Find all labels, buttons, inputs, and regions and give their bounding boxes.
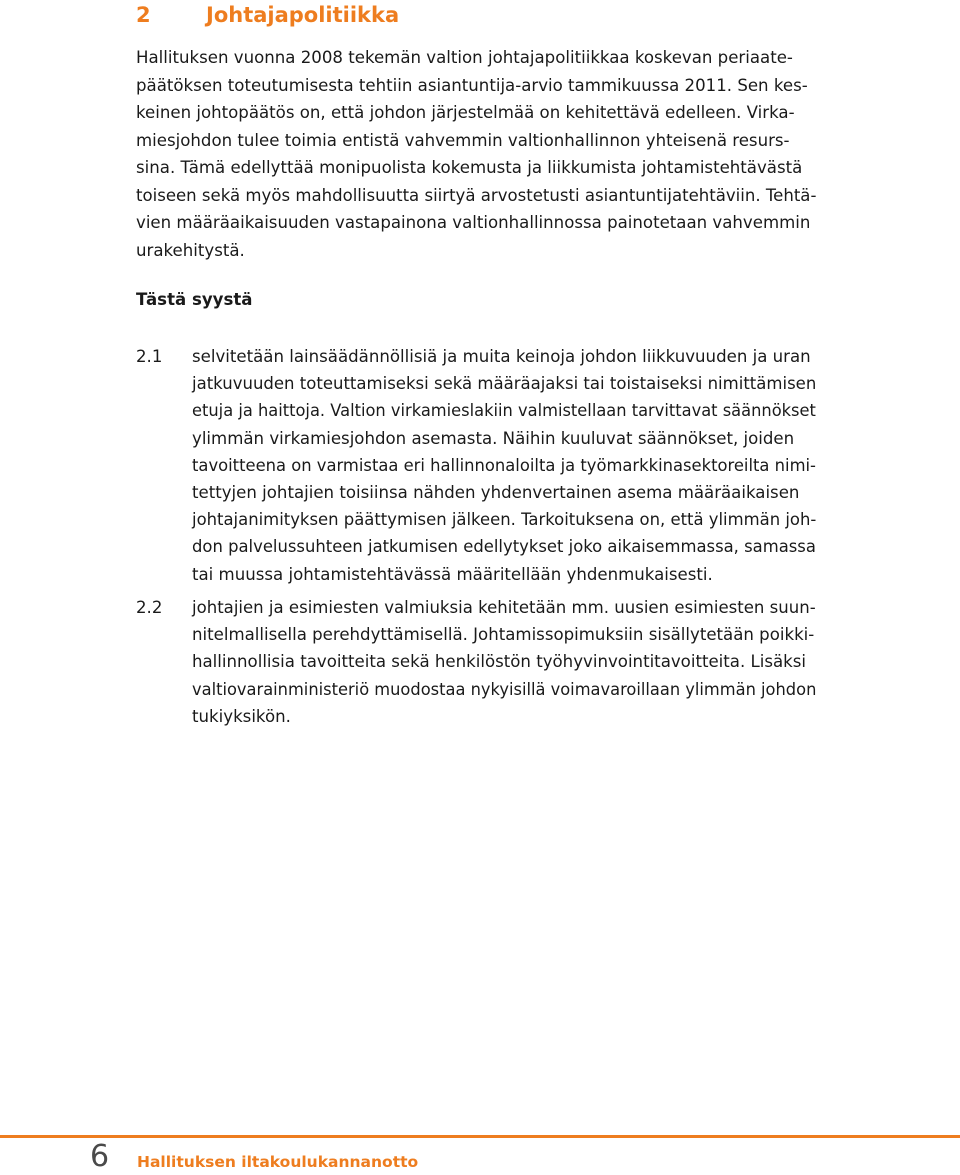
item-line: nitelmallisella perehdyttämisellä. Johtamissopimuksiin sisällytetään poikki- bbox=[192, 625, 815, 645]
item-line: selvitetään lainsäädännöllisiä ja muita keinoja johdon liikkuvuuden ja uran bbox=[192, 347, 811, 366]
item-text bbox=[192, 594, 816, 730]
footer-divider bbox=[0, 1135, 960, 1138]
chapter-heading bbox=[136, 0, 399, 30]
intro-line: sina. Tämä edellyttää monipuolista kokemusta ja liikkumista johtamistehtävästä bbox=[136, 158, 803, 177]
intro-line: vien määräaikaisuuden vastapainona valtionhallinnossa painotetaan vahvemmin bbox=[136, 213, 811, 232]
item-number: 2.2 bbox=[136, 598, 163, 617]
item-text bbox=[192, 343, 816, 588]
intro-line: miesjohdon tulee toimia entistä vahvemmin valtionhallinnon yhteisenä resurs- bbox=[136, 130, 790, 150]
item-line: tavoitteena on varmistaa eri hallinnonaloilta ja työmarkkinasektoreilta nimi- bbox=[192, 455, 816, 475]
intro-line: päätöksen toteutumisesta tehtiin asiantuntija-arvio tammikuussa 2011. Sen kes- bbox=[136, 75, 808, 95]
item-number: 2.1 bbox=[136, 347, 163, 366]
chapter-number: 2 bbox=[136, 3, 151, 27]
intro-paragraph bbox=[136, 44, 816, 264]
item-line: jatkuvuuden toteuttamiseksi sekä määräajaksi tai toistaiseksi nimittämisen bbox=[192, 374, 817, 394]
intro-line: keinen johtopäätös on, että johdon järjestelmää on kehitettävä edelleen. Virka- bbox=[136, 103, 795, 122]
section-subheading: Tästä syystä bbox=[136, 290, 253, 309]
item-line: johtajien ja esimiesten valmiuksia kehitetään mm. uusien esimiesten suun- bbox=[192, 598, 816, 617]
item-line: hallinnollisia tavoitteita sekä henkilöstön työhyvinvointitavoitteita. Lisäksi bbox=[192, 652, 807, 672]
item-line: don palvelussuhteen jatkumisen edellytykset joko aikaisemmassa, samassa bbox=[192, 537, 816, 557]
item-line: tukiyksikön. bbox=[192, 706, 291, 726]
item-line: johtajanimityksen päättymisen jälkeen. Tarkoituksena on, että ylimmän joh- bbox=[192, 510, 817, 530]
item-line: valtiovarainministeriö muodostaa nykyisillä voimavaroillaan ylimmän johdon bbox=[192, 679, 817, 699]
intro-line: Hallituksen vuonna 2008 tekemän valtion johtajapolitiikkaa koskevan periaate- bbox=[136, 48, 793, 67]
chapter-title: Johtajapolitiikka bbox=[206, 3, 400, 27]
item-line: tettyjen johtajien toisiinsa nähden yhdenvertainen asema määräaikaisen bbox=[192, 483, 800, 503]
footer-publication-title: Hallituksen iltakoulukannanotto bbox=[137, 1153, 419, 1171]
item-line: ylimmän virkamiesjohdon asemasta. Näihin kuuluvat säännökset, joiden bbox=[192, 428, 795, 448]
intro-line: urakehitystä. bbox=[136, 240, 245, 260]
page-number: 6 bbox=[90, 1139, 110, 1174]
intro-line: toiseen sekä myös mahdollisuutta siirtyä arvostetusti asiantuntijatehtäviin. Tehtä- bbox=[136, 185, 817, 205]
item-line: tai muussa johtamistehtävässä määritellään yhdenmukaisesti. bbox=[192, 564, 713, 584]
item-line: etuja ja haittoja. Valtion virkamieslakiin valmistellaan tarvittavat säännökset bbox=[192, 401, 816, 421]
